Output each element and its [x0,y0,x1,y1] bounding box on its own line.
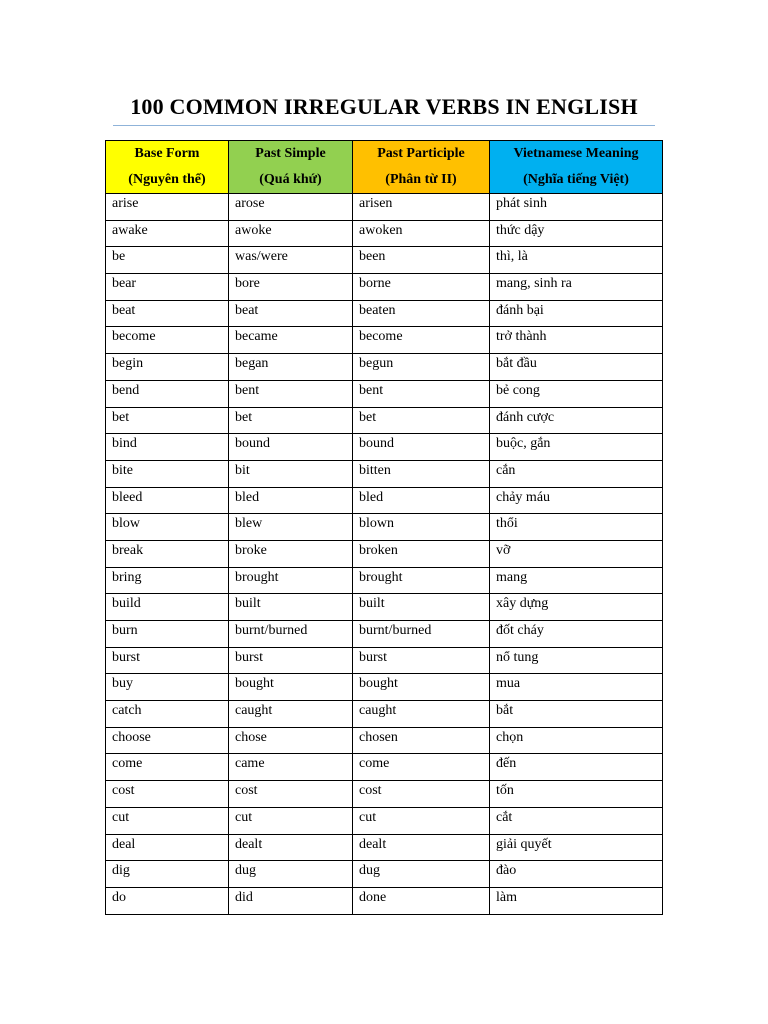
table-row [106,194,663,221]
table-row [106,487,663,514]
header-vietnamese-meaning-label: Vietnamese Meaning [513,146,639,161]
past-simple-cell: became [229,327,353,354]
base-form-cell: beat [106,300,229,327]
base-form-cell: be [106,247,229,274]
past-participle-cell: blown [353,514,490,541]
base-form-cell: deal [106,834,229,861]
vietnamese-meaning-cell: đào [490,861,663,888]
table-row [106,861,663,888]
past-simple-cell: chose [229,727,353,754]
past-participle-cell: awoken [353,220,490,247]
table-row [106,274,663,301]
past-simple-cell: caught [229,701,353,728]
past-simple-cell: bore [229,274,353,301]
table-row [106,594,663,621]
table-row [106,434,663,461]
vietnamese-meaning-cell: mua [490,674,663,701]
table-row [106,727,663,754]
past-simple-cell: broke [229,540,353,567]
base-form-cell: burst [106,647,229,674]
past-participle-cell: beaten [353,300,490,327]
past-simple-cell: bought [229,674,353,701]
past-simple-cell: bled [229,487,353,514]
past-simple-cell: burst [229,647,353,674]
vietnamese-meaning-cell: thức dậy [490,220,663,247]
base-form-cell: catch [106,701,229,728]
past-participle-cell: dealt [353,834,490,861]
past-participle-cell: chosen [353,727,490,754]
past-simple-cell: brought [229,567,353,594]
past-participle-cell: bled [353,487,490,514]
past-simple-cell: did [229,887,353,914]
base-form-cell: burn [106,621,229,648]
base-form-cell: come [106,754,229,781]
base-form-cell: bring [106,567,229,594]
past-simple-cell: came [229,754,353,781]
header-past-participle [353,141,490,194]
past-participle-cell: become [353,327,490,354]
past-participle-cell: built [353,594,490,621]
table-row [106,247,663,274]
table-row [106,354,663,381]
vietnamese-meaning-cell: mang [490,567,663,594]
vietnamese-meaning-cell: phát sinh [490,194,663,221]
base-form-cell: do [106,887,229,914]
vietnamese-meaning-cell: chọn [490,727,663,754]
table-body [106,194,663,915]
past-participle-cell: bound [353,434,490,461]
vietnamese-meaning-cell: nổ tung [490,647,663,674]
past-participle-cell: cut [353,807,490,834]
table-row [106,327,663,354]
past-simple-cell: cost [229,781,353,808]
past-participle-cell: cost [353,781,490,808]
irregular-verbs-table [105,140,663,915]
vietnamese-meaning-cell: đốt cháy [490,621,663,648]
vietnamese-meaning-cell: thổi [490,514,663,541]
base-form-cell: dig [106,861,229,888]
vietnamese-meaning-cell: bẻ cong [490,380,663,407]
vietnamese-meaning-cell: đánh bại [490,300,663,327]
base-form-cell: cut [106,807,229,834]
base-form-cell: bend [106,380,229,407]
vietnamese-meaning-cell: tốn [490,781,663,808]
past-simple-cell: was/were [229,247,353,274]
table-row [106,460,663,487]
table-row [106,647,663,674]
base-form-cell: build [106,594,229,621]
past-simple-cell: bet [229,407,353,434]
past-participle-cell: brought [353,567,490,594]
title-underline [113,125,655,126]
past-simple-cell: awoke [229,220,353,247]
past-participle-cell: begun [353,354,490,381]
header-base-form-label: Base Form [134,146,200,161]
table-row [106,887,663,914]
past-participle-cell: dug [353,861,490,888]
vietnamese-meaning-cell: buộc, gắn [490,434,663,461]
past-simple-cell: cut [229,807,353,834]
vietnamese-meaning-cell: làm [490,887,663,914]
vietnamese-meaning-cell: vỡ [490,540,663,567]
header-past-simple-subtitle: (Quá khứ) [259,172,322,187]
header-base-form-subtitle: (Nguyên thể) [128,172,206,187]
past-simple-cell: blew [229,514,353,541]
base-form-cell: blow [106,514,229,541]
table-row [106,754,663,781]
base-form-cell: arise [106,194,229,221]
vietnamese-meaning-cell: trở thành [490,327,663,354]
page-title: 100 COMMON IRREGULAR VERBS IN ENGLISH [130,94,638,119]
vietnamese-meaning-cell: chảy máu [490,487,663,514]
table-row [106,567,663,594]
past-participle-cell: bitten [353,460,490,487]
past-participle-cell: bought [353,674,490,701]
base-form-cell: become [106,327,229,354]
table-row [106,540,663,567]
vietnamese-meaning-cell: giải quyết [490,834,663,861]
past-participle-cell: done [353,887,490,914]
past-simple-cell: began [229,354,353,381]
past-participle-cell: burst [353,647,490,674]
past-participle-cell: been [353,247,490,274]
past-simple-cell: bent [229,380,353,407]
past-participle-cell: bent [353,380,490,407]
past-participle-cell: borne [353,274,490,301]
base-form-cell: awake [106,220,229,247]
vietnamese-meaning-cell: cắt [490,807,663,834]
table-header-row [106,141,663,194]
past-simple-cell: bit [229,460,353,487]
base-form-cell: bet [106,407,229,434]
base-form-cell: choose [106,727,229,754]
vietnamese-meaning-cell: thì, là [490,247,663,274]
past-simple-cell: beat [229,300,353,327]
header-vietnamese-meaning-subtitle: (Nghĩa tiếng Việt) [523,172,629,187]
past-participle-cell: caught [353,701,490,728]
vietnamese-meaning-cell: xây dựng [490,594,663,621]
table-row [106,834,663,861]
header-vietnamese-meaning [490,141,663,194]
past-participle-cell: bet [353,407,490,434]
past-simple-cell: built [229,594,353,621]
past-participle-cell: arisen [353,194,490,221]
table-row [106,781,663,808]
header-base-form [106,141,229,194]
past-participle-cell: broken [353,540,490,567]
header-past-participle-label: Past Participle [377,146,465,161]
vietnamese-meaning-cell: bắt đầu [490,354,663,381]
past-participle-cell: burnt/burned [353,621,490,648]
table-row [106,674,663,701]
base-form-cell: cost [106,781,229,808]
table-row [106,621,663,648]
past-simple-cell: bound [229,434,353,461]
header-past-simple-label: Past Simple [255,146,326,161]
past-simple-cell: dealt [229,834,353,861]
vietnamese-meaning-cell: đến [490,754,663,781]
table-row [106,701,663,728]
vietnamese-meaning-cell: bắt [490,701,663,728]
base-form-cell: buy [106,674,229,701]
table-row [106,407,663,434]
table-row [106,514,663,541]
base-form-cell: bear [106,274,229,301]
base-form-cell: bind [106,434,229,461]
past-simple-cell: arose [229,194,353,221]
base-form-cell: bleed [106,487,229,514]
table-row [106,220,663,247]
past-simple-cell: dug [229,861,353,888]
past-participle-cell: come [353,754,490,781]
vietnamese-meaning-cell: mang, sinh ra [490,274,663,301]
past-simple-cell: burnt/burned [229,621,353,648]
base-form-cell: break [106,540,229,567]
vietnamese-meaning-cell: đánh cược [490,407,663,434]
base-form-cell: begin [106,354,229,381]
header-past-simple [229,141,353,194]
table-row [106,300,663,327]
header-past-participle-subtitle: (Phân từ II) [385,172,457,187]
base-form-cell: bite [106,460,229,487]
vietnamese-meaning-cell: cắn [490,460,663,487]
table-row [106,807,663,834]
table-row [106,380,663,407]
